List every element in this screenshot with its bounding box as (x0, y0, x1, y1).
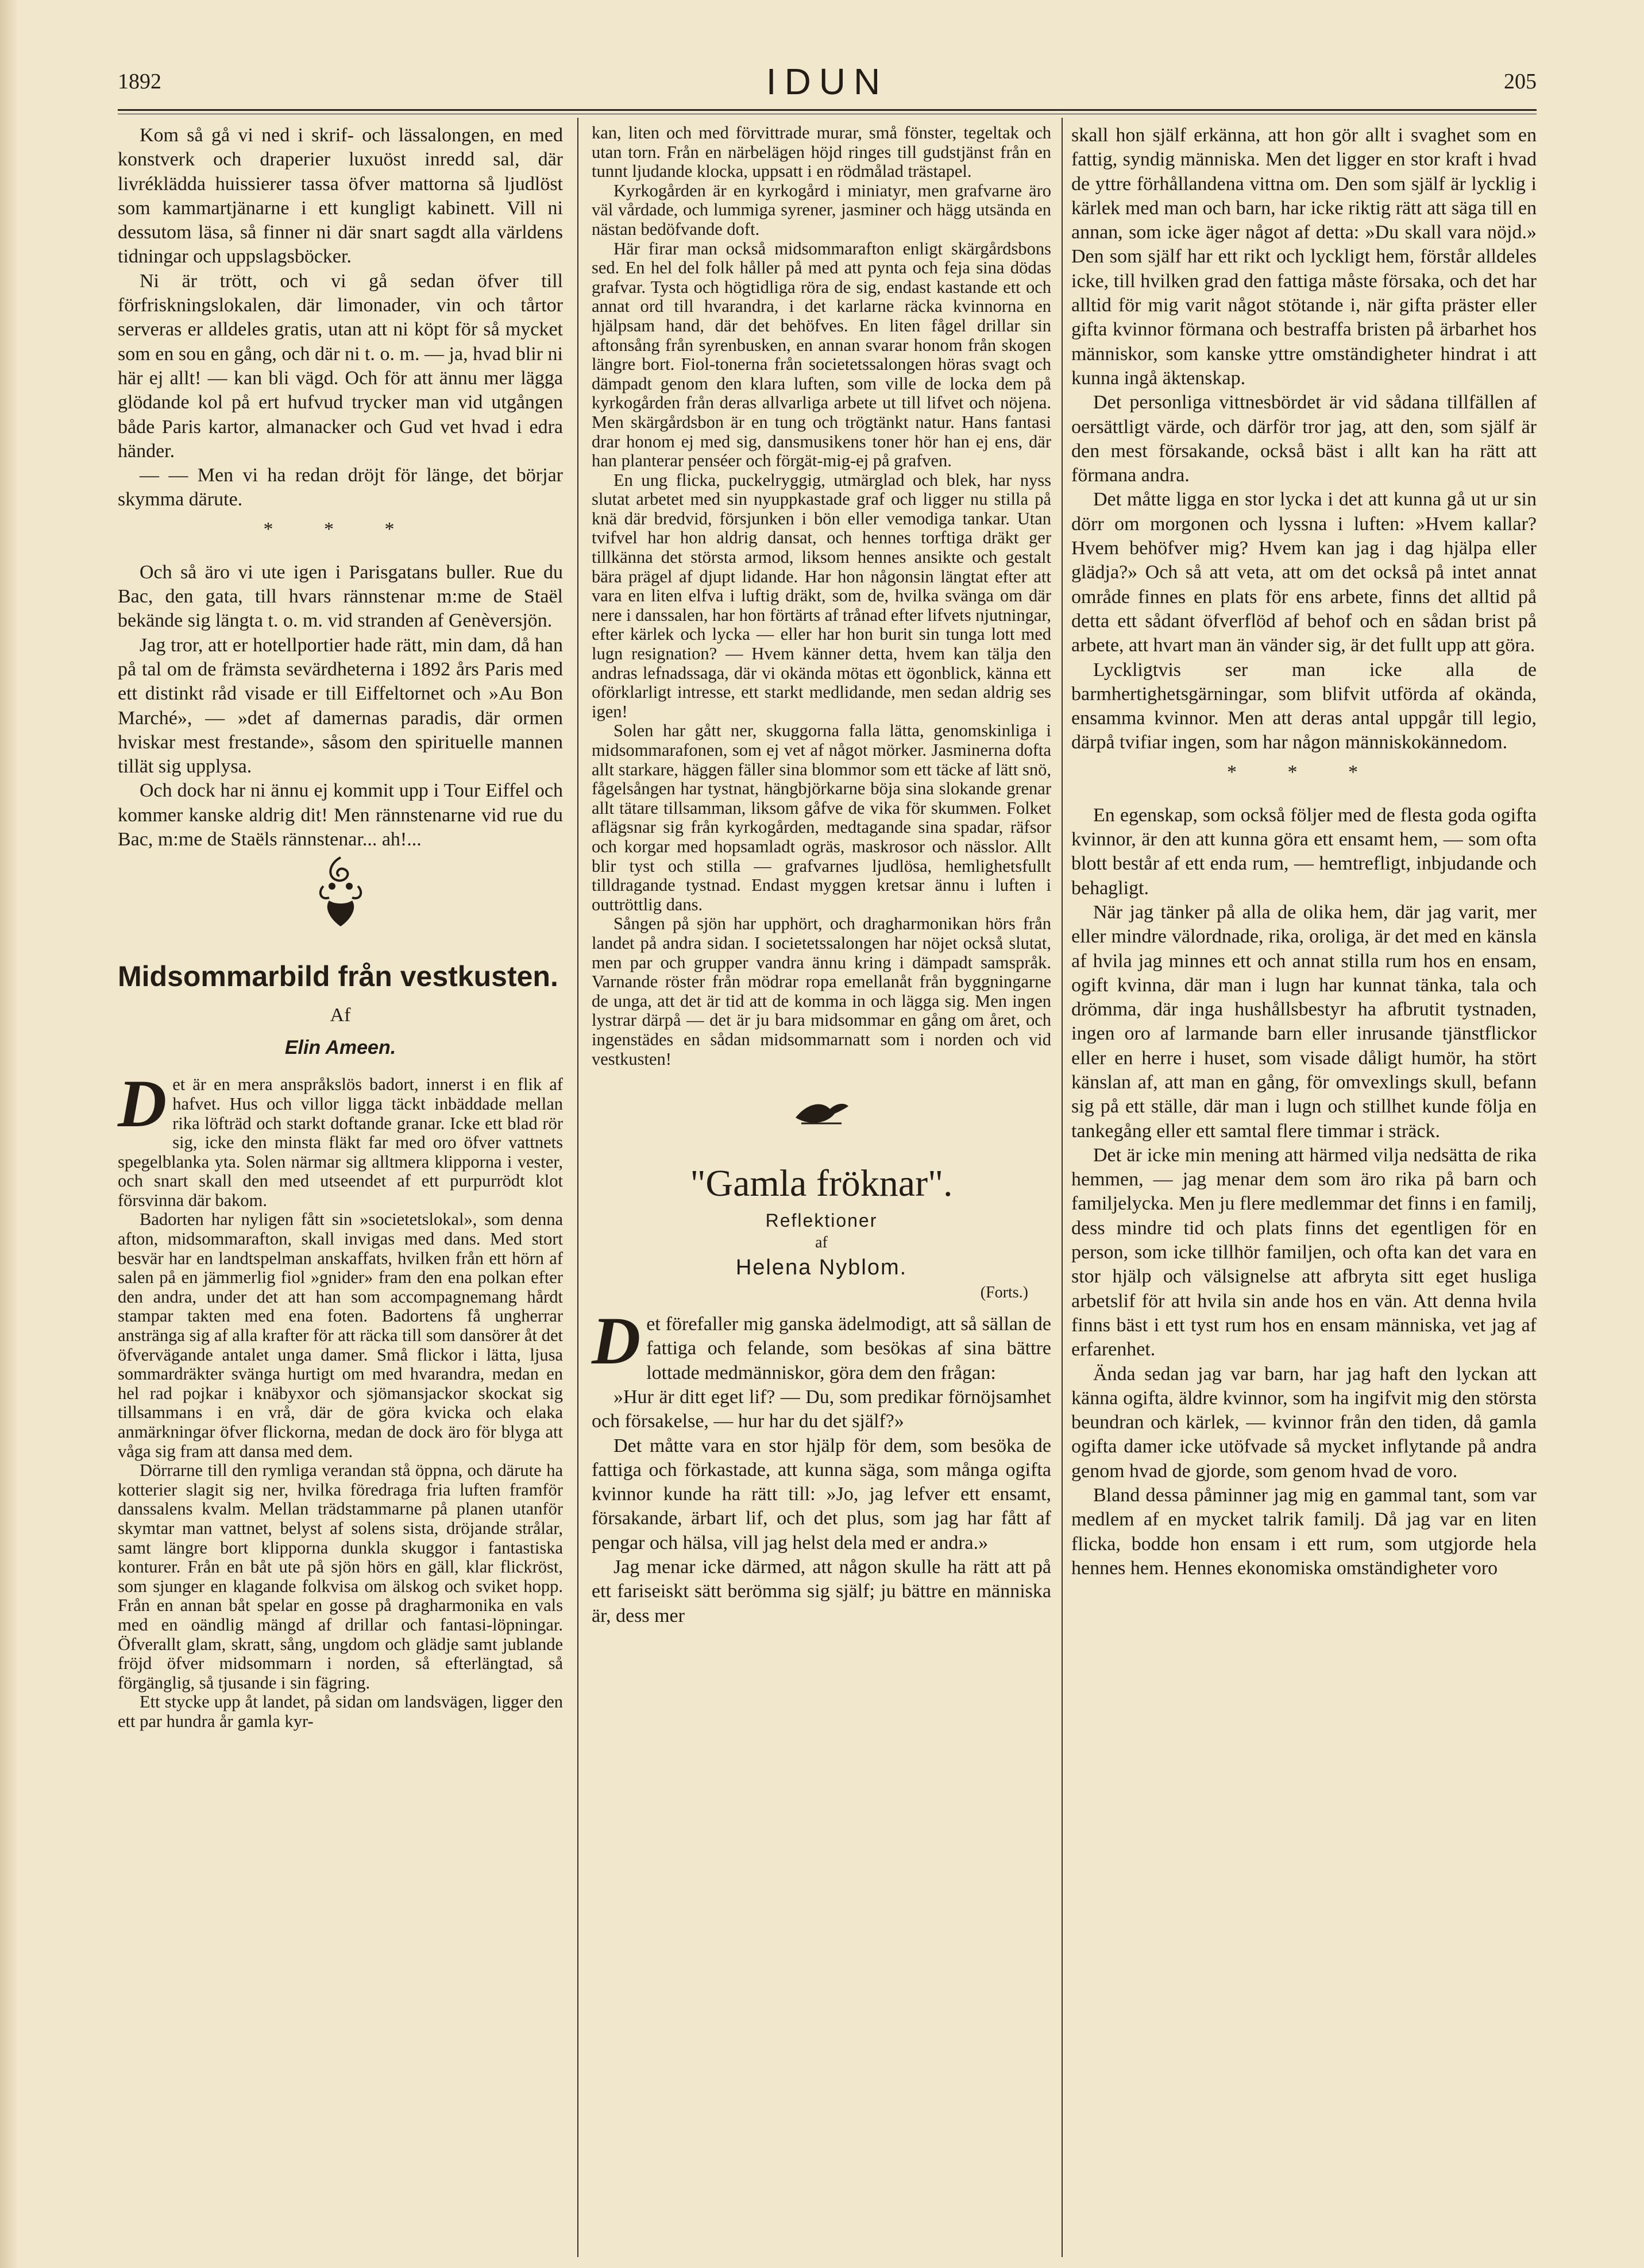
header-rule (118, 109, 1537, 111)
article-author: Elin Ameen. (284, 1037, 396, 1059)
section-break-stars: * * * (263, 518, 418, 540)
article-title: Midsommarbild från vestkusten. (118, 960, 558, 993)
column-divider-right (1062, 118, 1063, 2257)
header-year: 1892 (118, 69, 161, 94)
paragraph: Kyrkogården är en kyrkogård i miniatyr, men grafvarne äro väl vårdade, och lummiga syrener, jasminer och hägg utsända en nästan bedöfvande doft. (592, 180, 1051, 239)
column-1 (118, 123, 563, 1732)
paragraph: Och så äro vi ute igen i Parisgatans buller. Rue du Bac, den gata, till hvars rännstenar m:me de Staël bekände sig längta t. o. m. vid stranden af Genèversjön. (118, 561, 563, 632)
paragraph: kan, liten och med förvittrade murar, små fönster, tegeltak och utan torn. Från en närbelägen höjd ringes till gudstjänst från en tunnt ljudande klocka, uppsatt i en rödmålad trästapel. (592, 123, 1051, 181)
article-subtitle: Reflektioner (765, 1210, 878, 1231)
article-title: "Gamla fröknar". (690, 1162, 953, 1205)
paragraph: En ung flicka, puckelryggig, utmärglad och blek, har nyss slutat arbetet med sin nyuppkastade graf och ligger nu stilla på knä där bredvid, försjunken i bön eller vemodiga tankar. Utan tvifvel har hon aldrig dansat, och hennes torftiga dräkt ger tillkänna det största armod, liksom hennes ansikte och gestalt bära prägel af djupt lidande. Har hon någonsin längtat efter att vara en liten elfva i luftig dräkt, som de, hvilka svänga om där nere i danssalen, har hon förtärts af trånad efter lifvets njutningar, efter kärlek och lycka — eller har hon burit sin tunga lott med lugn resignation? — Hvem känner detta, hvem kan tälja den andras lefnadssaga, där vi okända mötas ett ögonblick, känna ett oförklarligt intresse, ett starkt medlidande, men sedan aldrig ses igen! (592, 470, 1051, 721)
paragraph: Det måtte ligga en stor lycka i det att kunna gå ut ur sin dörr om morgonen och lyssna i luften: »Hvem kallar? Hvem behöfver mig? Hvem kan jag i dag hjälpa eller glädja?» Och så att veta, att om det också på intet annat område finnes en plats för ens arbete, finns det alltid på detta ett sådant öfverflöd af behof och en sådan brist på arbete, att hvart man än vänder sig, är det fullt upp att göra. (1071, 489, 1537, 656)
page-number: 205 (1504, 69, 1537, 94)
paragraph: »Hur är ditt eget lif? — Du, som predikar förnöjsamhet och försakelse, — hur har du det själf?» (592, 1386, 1051, 1432)
byline-prefix: Af (330, 1004, 351, 1026)
paragraph: När jag tänker på alla de olika hem, där jag varit, mer eller mindre välordnade, rika, oroliga, är det med en känsla af hvila jag minnes ett och annat stilla rum hos en ensam, ogift kvinna, där man i lugn har kunnat tänka, tala och drömma, där inga hushållsbestyr ha afbrutit tystnaden, ingen oro af larmande barn eller inrusande tjänstflickor eller en herre i huset, som visade dåligt humör, ha stört känslan af, att man en gång, för omvexlings skull, befann sig på ett ställe, där man i lugn och stillhet kunde följa en tankegång eller ett samtal flere timmar i sträck. (1071, 901, 1537, 1142)
paragraph: Dörrarne till den rymliga verandan stå öppna, och därute ha kotterier slagit sig ner, hvilka föredraga fria luften framför danssalens kvalm. Mellan trädstammarne på planen utanför skymtar man vattnet, belyst af solens sista, dröjande strålar, samt längre bort klipporna dunkla skuggor i fantastiska konturer. Från en båt ute på sjön hörs en gäll, klar flickröst, som sjunger en klagande folkvisa om älskog och sviket hopp. Från en annan båt spelar en gosse på dragharmonika en vals med en oändlig mängd af drillar och fantasi-löpningar. Öfverallt glam, skratt, sång, ungdom och glädje samt jublande fröjd öfver midsommarn i norden, så efterlängtad, så förgänglig, så tjusande i sin fägring. (118, 1461, 563, 1693)
masthead-title: IDUN (766, 61, 889, 102)
paragraph: Solen har gått ner, skuggorna falla lätta, genomskinliga i midsommarafonen, som ej vet af något mörker. Jasminerna dofta allt starkare, häggen fäller sina blommor som ett täcke af lätt snö, fågelsången har tystnat, hängbjörkarne böja sina slokande grenar allt tätare tillsamman, liksom gåfve de vika för skumмеn. Folket aflägsnar sig från kyrkogården, medtagande sina spadar, räfsor och korgar med hopsamladt ogräs, maskrosor och nässlor. Allt blir tyst och stilla — grafvarnes ljudlösa, hemlighetsfullt tilldragande tystnad. Endast myggen kretsar ännu i luften i outtröttlig dans. (592, 721, 1051, 914)
paragraph: et förefaller mig ganska ädelmodigt, att så sällan de fattiga och felande, som besökas af sina bättre lottade medmänniskor, göra dem den frågan: (646, 1313, 1051, 1384)
paragraph: Badorten har nyligen fått sin »societetslokal», som denna afton, midsommarafton, skall invigas med dans. Med stort besvär har en landtspelman anskaffats, hvilken från ett hörn af salen på en jämmerlig fiol »gnider» fram den ena polkan efter den andra, under det att han som accompagnemang hårdt stampar takten med ena foten. Badortens få ungherrar anstränga sig af alla krafter för att räcka till som dansörer åt det öfvervägande antalet unga damer. Små flickor i lätta, ljusa sommardräkter svänga hurtigt om med hvarandra, medan en hel rad pojkar i knäbyxor och sjömansjackor skockat sig tillsammans i en vrå, där de göra kvicka och elaka anmärkningar öfver flickorna, medan de dock äro för blyga att våga sig fram att dansa med dem. (118, 1210, 563, 1461)
byline-prefix: af (815, 1234, 828, 1252)
paragraph: Och dock har ni ännu ej kommit upp i Tour Eiffel och kommer kanske aldrig dit! Men rännstenarne vid rue du Bac, m:me de Staëls rännstenar... ah!... (118, 780, 563, 851)
paragraph: Jag menar icke därmed, att någon skulle ha rätt att på ett fariseiskt sätt berömma sig själf; ju bättre en människa är, dess mer (592, 1556, 1051, 1626)
paragraph: Ända sedan jag var barn, har jag haft den lyckan att känna ogifta, äldre kvinnor, som ha ingifvit mig den största beundran och kärlek, — kvinnor från den tiden, då gamla ogifta damer icke utöfvade så mycket inflytande på andra genom hvad de gjorde, som genom hvad de voro. (1071, 1363, 1537, 1482)
paragraph: et är en mera anspråkslös badort, innerst i en flik af hafvet. Hus och villor ligga täckt inbäddade mellan rika löfträd och starkt doftande granar. Icke ett blad rör sig, icke den minsta fläkt far med oro öfver vattnets spegelblanka yta. Solen närmar sig alltmera klipporna i vester, och snart skall den med utseendet af ett purpurrödt klot försvinna där bakom. (118, 1075, 563, 1210)
article-author: Helena Nyblom. (735, 1255, 908, 1280)
floral-ornament-icon (118, 852, 563, 938)
paragraph: — — Men vi ha redan dröjt för länge, det börjar skymma därute. (118, 465, 563, 511)
paragraph: Det personliga vittnesbördet är vid sådana tillfällen af oersättligt värde, och därför tror jag, att den, som själf är den mest försakande, också bäst i allt kan ha rätt att förmana andra. (1071, 392, 1537, 486)
paragraph: Det är icke min mening att härmed vilja nedsätta de rika hemmen, — jag menar dem som äro rika på barn och familjelycka. Men ju flere medlemmar det finns i en familj, dess mindre tid och plats finns det egentligen för en person, som icke tillhör familjen, och ofta kan det vara en stor hjälp och välsignelse att afbryta sitt eget husliga arbetslif för att hvila sin ande hos en vän. Att denna hvila finns bäst i ett tyst rum hos en ensam människa, vet jag af erfarenhet. (1071, 1144, 1537, 1361)
column-divider-left (577, 118, 578, 2257)
paragraph: Det måtte vara en stor hjälp för dem, som besöka de fattiga och förkastade, att kunna säga, som många ogifta kvinnor kunde ha rätt till: »Jo, jag lefver ett ensamt, försakande, ärbart lif, och det plus, som jag har fått af pengar och hälsa, vill jag helst dela med er andra.» (592, 1435, 1051, 1554)
paragraph: Kom så gå vi ned i skrif- och lässalongen, en med konstverk och draperier luxuöst inredd sal, där livréklädda huissierer tassa öfver mattorna så ljudlöst som kammartjänarne i ett kungligt kabinett. Vill ni dessutom läsa, så finner ni där snart sagdt alla världens tidningar och uppslagsböcker. (118, 125, 563, 268)
paragraph: Bland dessa påminner jag mig en gammal tant, som var medlem af en mycket talrik familj. Då jag var en liten flicka, bodde hon ensam i ett rum, som utgjorde hela hennes hem. Hennes ekonomiska omständigheter voro (1071, 1485, 1537, 1579)
column-3 (1071, 123, 1537, 1581)
paragraph: Ett stycke upp åt landet, på sidan om landsvägen, ligger den ett par hundra år gamla kyr- (118, 1692, 563, 1731)
paragraph: Jag tror, att er hotellportier hade rätt, min dam, då han på tal om de främsta sevärdheterna i 1892 års Paris med ett distinkt råd visade er till Eiffeltornet och »Au Bon Marché», — »det af damernas paradis, där ormen hviskar mest frestande», såsom den spirituelle mannen tillät sig upplysa. (118, 634, 563, 778)
bird-ornament-icon (592, 1092, 1051, 1149)
paragraph: En egenskap, som också följer med de flesta goda ogifta kvinnor, är den att kunna göra ett ensamt hem, — som ofta blott består af ett enda rum, — hemtrefligt, inbjudande och behagligt. (1071, 804, 1537, 899)
page-binding-edge (0, 0, 17, 2268)
drop-cap: D (592, 1303, 641, 1379)
paragraph: Lyckligtvis ser man icke alla de barmhertighetsgärningar, som blifvit utförda af okända, ensamma kvinnor. Men att deras antal uppgår till legio, därpå tvifiar ingen, som har någon människokännedom. (1071, 659, 1537, 754)
paragraph: Ni är trött, och vi gå sedan öfver till förfriskningslokalen, där limonader, vin och tårtor serveras er alldeles gratis, utan att ni köpt för så mycket som en sou en gång, och där ni t. o. m. — ja, hvad blir ni här ej allt! — kan bli vägd. Och för att ännu mer lägga glödande kol på ert hufvud trycker man vid utgången både Paris kartor, almanacker och Gud vet hvad i edra händer. (118, 270, 563, 462)
paragraph: Sången på sjön har upphört, och dragharmonikan hörs från landet på andra sidan. I societetssalongen har nöjet också slutat, men par och grupper vandra ännu kring i dämpadt samspråk. Varnande röster från mödrar ropa emellanåt från byggningarne de unga, att det är tid att de komma in och lägga sig. Men ingen lystrar därpå — det är ju bara midsommar en gång om året, och ingenstädes en sådan midsommarnatt som i norden och vid vestkusten! (592, 914, 1051, 1069)
page-header (118, 60, 1537, 112)
section-break-stars: * * * (1227, 761, 1381, 783)
paragraph: Här firar man också midsommarafton enligt skärgårdsbons sed. En hel del folk håller på med att pynta och feja sina dödas grafvar. Tysta och högtidliga röra de sig, endast kastande ett och annat ord till hvarandra, i det karlarne räcka kvinnorna en hjälpsam hand, där det behöfves. En liten fågel drillar sin aftonsång från syrenbusken, en annan svarar honom från skogen längre bort. Fiol-tonerna från societetssalongen höras svagt och dämpadt genom den klara luften, som ville de locka dem på kyrkogården från deras allvarliga arbete ut till lifvet och nöjena. Men skärgårdsbon är en tung och trögtänkt natur. Hans fantasi drar honom ej med sig, dansmusikens toner hör han ej ens, där han planterar penséer och förgät-mig-ej på grafven. (592, 238, 1051, 471)
continued-note: (Forts.) (980, 1284, 1028, 1302)
drop-cap: D (118, 1066, 167, 1142)
paragraph: skall hon själf erkänna, att hon gör allt i svaghet som en fattig, syndig människa. Men det ligger en stor kraft i hvad de yttre förhållandena vittna om. Den som själf är lycklig i kärlek med man och barn, har icke riktig rätt att säga till en annan, som icke äger något af detta: »Du skall vara nöjd.» Den som själf har ett rikt och lyckligt hem, förstår alldeles icke, till hvilken grad den fattiga måste försaka, och det har alltid för mig varit något stötande i, när gifta präster eller gifta kvinnor förmana och bestraffa bristen på ärbarhet hos människor, som kanske yttre omständigheter hindrat i att kunna ingå äktenskap. (1071, 125, 1537, 389)
column-2 (592, 123, 1051, 1628)
